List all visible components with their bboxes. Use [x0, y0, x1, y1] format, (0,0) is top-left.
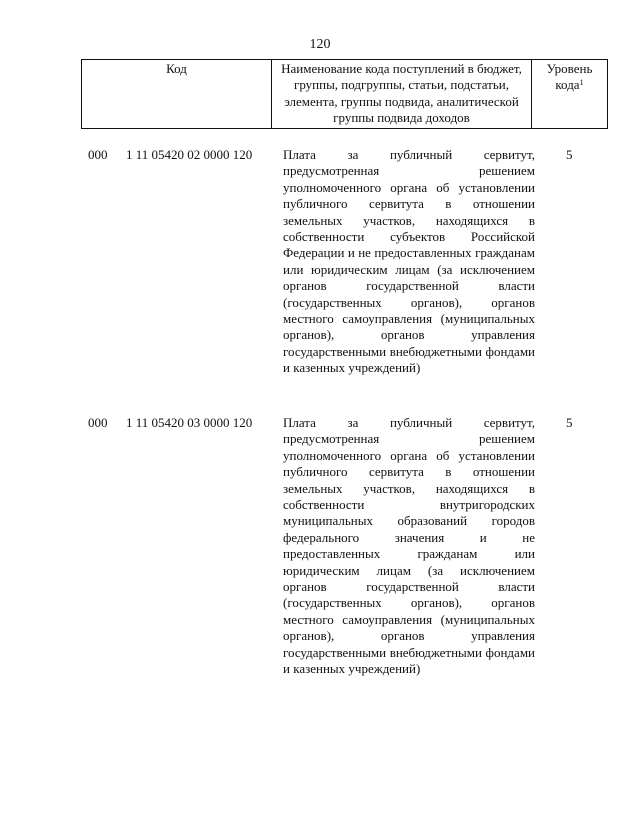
table-header: [81, 59, 608, 129]
code-level: 5: [566, 147, 573, 162]
revenue-code: 1 11 05420 03 0000 120: [126, 415, 253, 430]
revenue-description: Плата за публичный сервитут, предусмотренная решением уполномоченного органа об установлении публичного сервитута в отношении земельных участков, находящихся в собственности субъектов Российской Федерации и не предоставленных гражданам или юридическим лицам (за исключением органов государственной власти (государственных органов), органов местного самоуправления (муниципальных органов), органов управления государственными внебюджетными фондами и казенных учреждений): [283, 147, 535, 376]
footnote-marker: 1: [579, 78, 584, 88]
header-level: [532, 60, 608, 129]
header-code: Код: [82, 60, 272, 129]
header-level-label: Уровень кода: [546, 61, 593, 93]
page-number: 120: [309, 37, 331, 52]
revenue-description: Плата за публичный сервитут, предусмотренная решением уполномоченного органа об установлении публичного сервитута в отношении земельных участков, находящихся в собственности внутригородских муниципальных образований городов федерального значения и не предоставленных гражданам или юридическим лицам (за исключением органов государственной власти (государственных органов), органов местного самоуправления (муниципальных органов), органов управления государственными внебюджетными фондами и казенных учреждений): [283, 415, 535, 677]
code-level: 5: [566, 415, 573, 430]
admin-code: 000: [88, 415, 108, 430]
admin-code: 000: [88, 147, 108, 162]
revenue-code: 1 11 05420 02 0000 120: [126, 147, 253, 162]
header-row: [82, 60, 608, 129]
header-name: Наименование кода поступлений в бюджет, группы, подгруппы, статьи, подстатьи, элемента, группы подвида, аналитической группы подвида доходов: [272, 60, 532, 129]
